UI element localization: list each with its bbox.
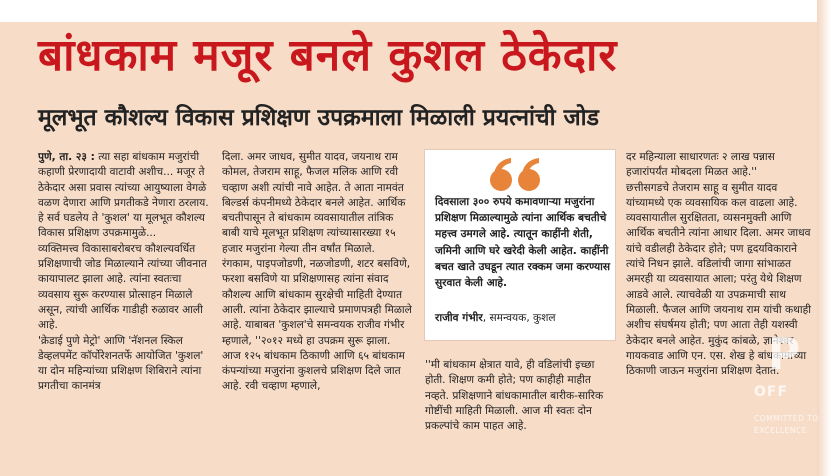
watermark-tagline-1: COMMITTED TO	[754, 414, 819, 423]
column-4-paragraph: छत्तीसगडचे तेजराम साहू व सुमीत यादव यांच्यामध्ये एक व्यवसायिक कल वाढला आहे. व्यवसायातील सुरक्षितता, व्यसनमुक्ती आणि आर्थिक बचतीने त्यांना आधार दिला. अमर जाधव यांचे वडीलही ठेकेदार होते; पण हृदयविकाराने त्यांचे निधन झाले. वडिलांची जागा सांभाळत अमरही या व्यवसायात आला; परंतु येथे शिक्षण आडवे आले. त्याचवेळी या उपक्रमाची साथ मिळाली. फैजल आणि जयनाथ राम यांची कथाही अशीच संघर्षमय होती; पण आता तेही यशस्वी ठेकेदार बनले आहेत. मुकुंद कांबळे, ज्ञानेश्वर गायकवाड आणि एन. एस. शेख हे बांधकामाच्या ठिकाणी जाऊन मजुरांना प्रशिक्षण देतात.	[626, 181, 811, 378]
column-1-paragraph	[38, 150, 210, 242]
column-1-paragraph: व्यक्तिमत्त्व विकासाबरोबरच कौशल्यवर्धित प्रशिक्षणाची जोड मिळाल्याने त्यांच्या जीवनात कायापालट झाला आहे. त्यांना स्वतःचा व्यवसाय सुरू करण्यास प्रोत्साहन मिळाले असून, त्यांची आर्थिक गाडीही रुळावर आली आहे.	[38, 242, 207, 332]
subheadline: मूलभूत कौशल्य विकास प्रशिक्षण उपक्रमाला मिळाली प्रयत्नांची जोड	[38, 105, 599, 131]
dateline: पुणे, ता. २३ :	[38, 151, 95, 163]
attribution-name: राजीव गंभीर	[435, 312, 483, 324]
clipping-top-margin	[0, 0, 831, 22]
watermark-mark: P	[768, 329, 801, 380]
pull-quote-text: दिवसाला ३०० रुपये कमावणाऱ्या मजुरांना प्रशिक्षण मिळाल्यामुळे त्यांना आर्थिक बचतीचे महत्त्व उमगले आहे. त्यातून काहींनी शेती, जमिनी आणि घरे खरेदी केली आहेत. काहींनी बचत खाते उघडून त्यात रक्कम जमा करण्यास सुरवात केली आहे.	[435, 196, 611, 290]
article-column-1	[38, 150, 210, 472]
watermark-name: OFF	[754, 384, 789, 400]
quote-mark-icon	[487, 154, 547, 194]
pull-quote-box	[425, 150, 615, 340]
column-4-paragraph: दर महिन्याला साधारणतः २ लाख पन्नास हजारांपर्यंत मोबदला मिळत आहे.''	[626, 151, 775, 179]
column-2-paragraph: दिला. अमर जाधव, सुमीत यादव, जयनाथ राम कोमल, तेजराम साहू, फैजल मलिक आणि रवी चव्हाण अशी त्यांची नावे आहेत. ते आता नामवंत बिल्डर्स कंपनीमध्ये ठेकेदार बनले आहेत. आर्थिक बचतीपासून ते बांधकाम व्यवसायातील तांत्रिक बाबी याचे मूलभूत प्रशिक्षण त्यांच्यासारख्या १५ हजार मजुरांना गेल्या तीन वर्षांत मिळाले.	[222, 151, 406, 255]
column-1-text: त्या सहा बांधकाम मजुरांची कहाणी प्रेरणादायी वाटावी अशीच... मजूर ते ठेकेदार असा प्रवास त्यांच्या आयुष्याला वेगळे वळण देणारा आणि प्रगतीकडे नेणारा ठरलाय. हे सर्व घडलेय ते 'कुशल' या मूलभूत कौशल्य विकास प्रशिक्षण उपक्रमामुळे...	[38, 151, 209, 240]
watermark-tagline-2: EXCELLENCE	[754, 426, 807, 435]
column-2-paragraph: रंगकाम, पाइपजोडणी, नळजोडणी, शटर बसविणे, फरशा बसविणे या प्रशिक्षणासह त्यांना संवाद कौशल्य आणि बांधकाम सुरक्षेची माहिती देण्यात आली. त्यांना ठेकेदार झाल्याचे प्रमाणपत्रही मिळाले आहे. याबाबत 'कुशल'चे समन्वयक राजीव गंभीर म्हणाले, ''२०१२ मध्ये हा उपक्रम सुरू झाला. आज १२५ बांधकाम ठिकाणी आणि ६५ बांधकाम कंपन्यांच्या मजुरांना कुशलचे प्रशिक्षण दिले जात आहे. रवी चव्हाण म्हणाले,	[222, 258, 412, 393]
attribution-role: , समन्वयक, कुशल	[482, 312, 556, 324]
column-1-paragraph: 'क्रेडाई पुणे मेट्रो' आणि 'नॅशनल स्किल डेव्हलपमेंट कॉर्पोरेशनतर्फे आयोजित 'कुशल' या दोन महिन्यांच्या प्रशिक्षण शिबिराने त्यांना प्रगतीचा कानमंत्र	[38, 334, 204, 393]
column-3-paragraph: ''मी बांधकाम क्षेत्रात यावे, ही वडिलांची इच्छा होती. शिक्षण कमी होते; पण काहीही माहीत नव्हते. प्रशिक्षणाने बांधकामातील बारीक-सारिक गोष्टींची माहिती मिळाली. आज मी स्वतः दोन प्रकल्पांचे काम पाहत आहे.	[425, 359, 604, 433]
headline: बांधकाम मजूर बनले कुशल ठेकेदार	[38, 30, 618, 81]
article-column-2	[222, 150, 412, 472]
pull-quote-attribution	[435, 310, 611, 326]
watermark-logo	[750, 330, 831, 460]
article-column-3	[425, 358, 615, 472]
